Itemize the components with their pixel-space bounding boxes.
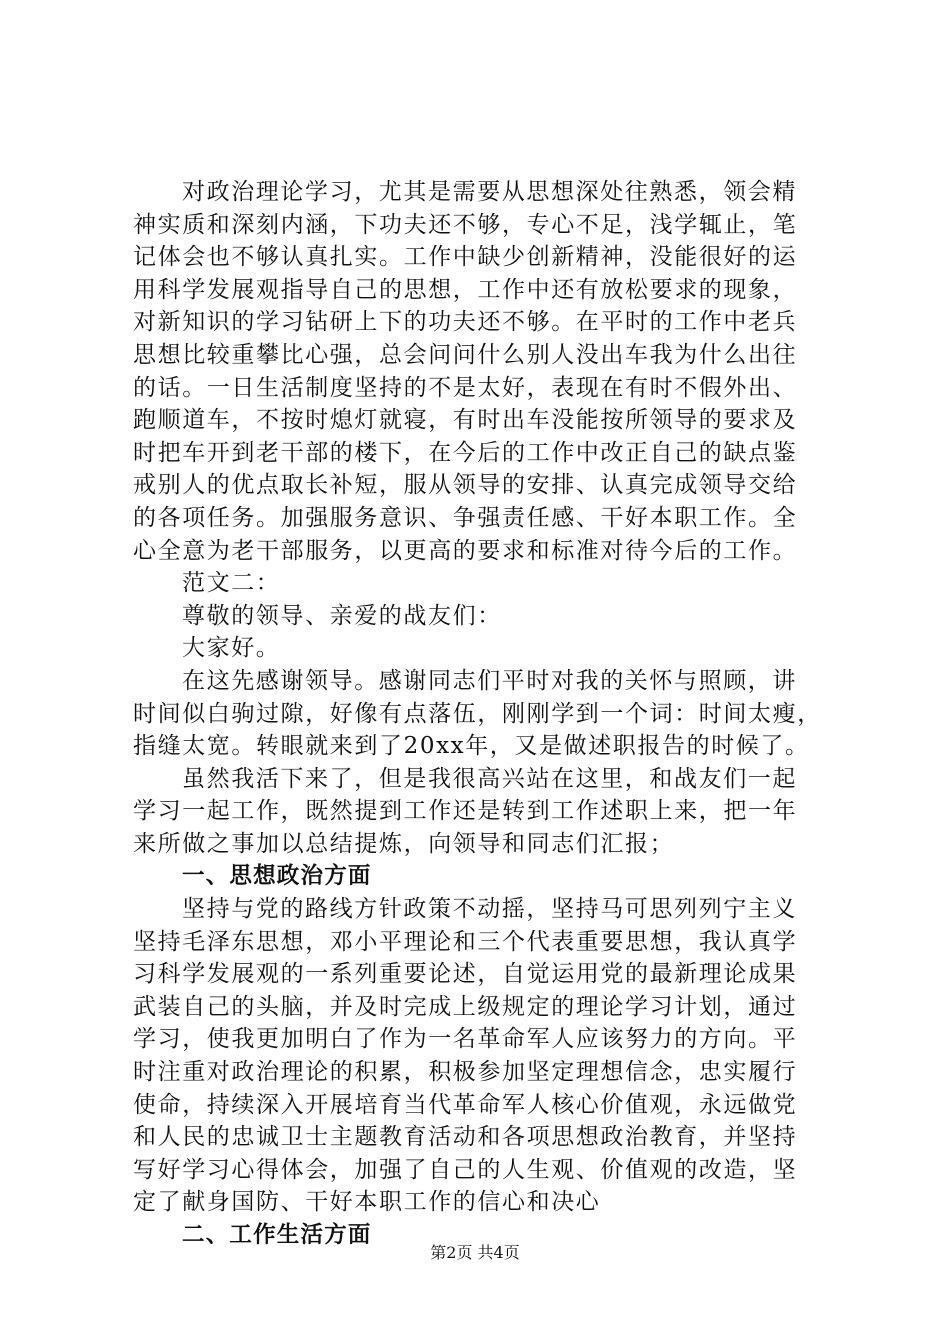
text-line: 用科学发展观指导自己的思想，工作中还有放松要求的现象， [133, 276, 798, 303]
text-line: 心全意为老干部服务，以更高的要求和标准对待今后的工作。 [133, 537, 798, 564]
text-line: 坚持与党的路线方针政策不动摇，坚持马可思列列宁主义 [182, 896, 797, 923]
text-line: 在这先感谢领导。感谢同志们平时对我的关怀与照顾，讲 [182, 667, 797, 694]
text-line: 大家好。 [182, 635, 281, 662]
text-line: 范文二： [182, 570, 281, 597]
text-line: 的话。一日生活制度坚持的不是太好，表现在有时不假外出、 [133, 374, 798, 401]
page-footer: 第2页 共4页 [430, 1243, 520, 1262]
text-line: 习科学发展观的一系列重要论述，自觉运用党的最新理论成果 [133, 961, 798, 988]
text-line: 和人民的忠诚卫士主题教育活动和各项思想政治教育，并坚持 [133, 1124, 798, 1151]
text-line: 来所做之事加以总结提炼，向领导和同志们汇报； [133, 830, 675, 857]
text-line: 坚持毛泽东思想，邓小平理论和三个代表重要思想，我认真学 [133, 928, 798, 955]
section-heading: 二、工作生活方面 [182, 1222, 372, 1248]
text-line: 记体会也不够认真扎实。工作中缺少创新精神，没能很好的运 [133, 244, 798, 271]
text-line: 学习，使我更加明白了作为一名革命军人应该努力的方向。平 [133, 1026, 798, 1053]
text-line: 的各项任务。加强服务意识、争强责任感、干好本职工作。全 [133, 504, 798, 531]
text-line: 时注重对政治理论的积累，积极参加坚定理想信念，忠实履行 [133, 1059, 798, 1086]
text-line: 定了献身国防、干好本职工作的信心和决心 [133, 1189, 601, 1216]
text-line: 时间似白驹过隙，好像有点落伍，刚刚学到一个词：时间太瘦， [133, 700, 822, 727]
text-line: 虽然我活下来了，但是我很高兴站在这里，和战友们一起 [182, 765, 797, 792]
document-body [133, 176, 845, 1252]
text-line: 对政治理论学习，尤其是需要从思想深处往熟悉，领会精 [182, 179, 797, 205]
text-line: 思想比较重攀比心强，总会问问什么别人没出车我为什么出往 [133, 341, 798, 368]
text-line: 武装自己的头脑，并及时完成上级规定的理论学习计划，通过 [133, 993, 798, 1020]
text-line: 学习一起工作，既然提到工作还是转到工作述职上来，把一年 [133, 798, 798, 825]
text-line: 使命，持续深入开展培育当代革命军人核心价值观，永远做党 [133, 1091, 798, 1118]
text-line: 写好学习心得体会，加强了自己的人生观、价值观的改造，坚 [133, 1156, 798, 1183]
text-line: 戒别人的优点取长补短，服从领导的安排、认真完成领导交给 [133, 472, 798, 499]
text-line: 神实质和深刻内涵，下功夫还不够，专心不足，浅学辄止，笔 [133, 211, 798, 238]
text-line: 指缝太宽。转眼就来到了20xx年，又是做述职报告的时候了。 [133, 733, 810, 760]
section-heading: 一、思想政治方面 [182, 863, 372, 890]
text-line: 时把车开到老干部的楼下，在今后的工作中改正自己的缺点鉴 [133, 439, 798, 466]
text-line: 对新知识的学习钻研上下的功夫还不够。在平时的工作中老兵 [133, 309, 798, 336]
text-line: 尊敬的领导、亲爱的战友们： [182, 602, 502, 629]
text-line: 跑顺道车，不按时熄灯就寝，有时出车没能按所领导的要求及 [133, 407, 798, 434]
